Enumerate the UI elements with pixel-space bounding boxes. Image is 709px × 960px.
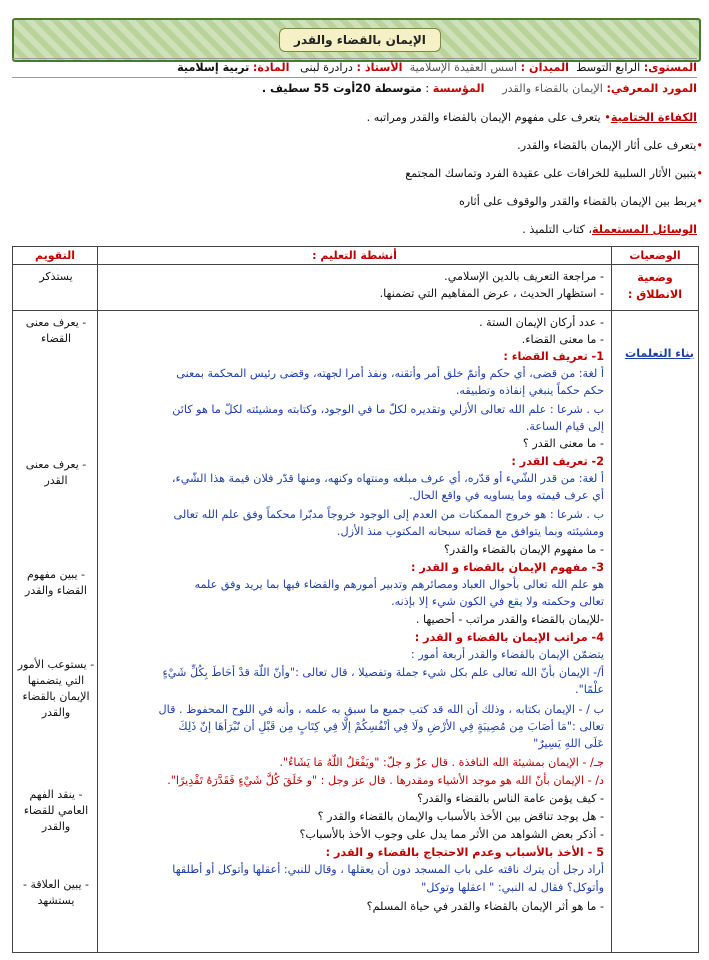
activity-line: - هل يوجد تناقض بين الأخذ بالأسباب والإيمان بالقضاء والقدر ؟ — [317, 810, 604, 823]
launch-eval: يستذكر — [39, 270, 73, 283]
activity-line: يتضمّن الإيمان بالقضاء والقدر أربعة أمور : — [410, 648, 604, 661]
activity-line: - كيف يؤمن عامة الناس بالقضاء والقدر؟ — [417, 792, 604, 805]
activity-line: - ما معنى القضاء. — [521, 333, 604, 346]
eval-item: - يعرف معنى القدر — [25, 458, 87, 487]
competence-row: •يربط بين الإيمان بالقضاء والقدر والوقوف على أثاره — [458, 195, 703, 208]
activity-line: تعالى :"مَا أصَابَ مِن مُصِيبَةٍ فِي الأرْضِ ولَا فِي أنْفُسِكُمْ إلَّا فِي كِتَابٍ مِن قَبْلِ أن نّبْرَأهَا إنّ ذَلِكَ — [178, 720, 604, 733]
activity-line: أراد رجل أن يترك ناقته على باب المسجد دون أن يعقلها ، وقال للنبي: أعقلها وأتوكل أو أطلقها — [172, 863, 604, 876]
page-title: الإيمان بالقضاء والقدر — [279, 28, 441, 52]
col-activities: أنشطة التعليم : — [312, 249, 397, 262]
activity-line: ب / - الإيمان بكتابه ، وذلك أن الله قد كتب جميع ما سبق به علمه ، وأنه في اللوح المحفوظ . قال — [158, 703, 604, 716]
teacher-label: الأستاذ : — [356, 61, 403, 74]
field-value: أسس العقيدة الإسلامية — [409, 61, 518, 74]
activity-line: هو علم الله تعالى بأحوال العباد ومصائرهم وتدبير أمورهم والقضاء فيها بما يريد وفق علمه — [194, 578, 604, 591]
resource-label: المورد المعرفي: — [606, 82, 697, 95]
materials-row: الوسائل المستعملة، كتاب التلميذ . — [522, 223, 697, 236]
resource-value: الإيمان بالقضاء والقدر — [502, 82, 603, 95]
title-banner — [12, 18, 701, 62]
school-label: المؤسسة — [432, 82, 485, 95]
activity-line: - ما مفهوم الإيمان بالقضاء والقدر؟ — [443, 543, 604, 556]
subject-label: المادة: — [252, 61, 290, 74]
launch-line: - مراجعة التعريف بالدين الإسلامي. — [444, 270, 604, 283]
section-heading: 2- تعريف القدر : — [511, 455, 604, 468]
eval-item: - يستوعب الأمور التي يتضمنها الإيمان بالقضاء والقدر — [17, 658, 95, 719]
competence-item: يربط بين الإيمان بالقضاء والقدر والوقوف على أثاره — [458, 195, 697, 208]
competence-row: •يتعرف على أثار الإيمان بالقضاء والقدر. — [517, 139, 703, 152]
activity-line: أ/- الإيمان بأنّ الله تعالى علم بكل شيء جملة وتفصيلا ، قال تعالى :"وأنّ اللّهَ قدْ أحَاطَ بِكُلِّ شَيْءٍ — [162, 666, 604, 679]
activity-line: د/ - الإيمان بأنّ الله هو موجد الأشياء ومقدرها . قال عز وجل : "و خَلَقَ كُلَّ شَيْءٍ فَقَدَّرَهُ تَقْدِيرًا". — [167, 774, 604, 787]
activity-line: أ لغة: من قضى، أي حكم وأتمّ خلق أمر وأتقنه، ونفذ أمرا لجهته، وقضى رئيس المحكمة بمعنى — [176, 367, 604, 380]
activity-line: - ما هو أثر الإيمان بالقضاء والقدر في حياة المسلم؟ — [366, 900, 604, 913]
activity-line: - أذكر بعض الشواهد من الأثر مما يدل على وجوب الأخذ بالأسباب؟ — [299, 828, 604, 841]
section-heading: 3- مفهوم الإيمان بالقضاء و القدر : — [410, 561, 604, 574]
eval-item: - يعرف معنى القضاء — [25, 316, 87, 345]
activity-line: إلى قيام الساعة. — [525, 420, 604, 433]
materials-label: الوسائل المستعملة — [592, 223, 697, 236]
activity-line: ب . شرعا : علم الله تعالى الأزلي وتقديره لكلّ ما في الوجود، وكتابته ومشيئته لكلّ ما هو كائن — [172, 403, 604, 416]
materials-value: كتاب التلميذ . — [522, 223, 585, 236]
competence-row: الكفاءة الختامية• يتعرف على مفهوم الإيمان بالقضاء والقدر ومراتبه . — [366, 111, 697, 124]
subject-value: تربية إسلامية — [177, 61, 250, 74]
activity-line: - ما معنى القدر ؟ — [522, 437, 604, 450]
activity-line: عَلَى اللهِ يَسِيرٌ" — [533, 737, 604, 750]
activity-line: حكم حكماً ينبغي إنفاذه وتطبيقه. — [455, 384, 604, 397]
launch-label: وضعية الانطلاق : — [627, 271, 683, 301]
teacher-value: درادرة لبنى — [300, 61, 353, 74]
activity-line: ب . شرعا : هو خروج الممكنات من العدم إلى الوجود خروجاً مدبّرا محكماً وفق علم الله تعالى — [173, 508, 604, 521]
col-evaluation: التقويم — [35, 249, 75, 262]
activity-line: -للإيمان بالقضاء والقدر مراتب - أحصيها . — [415, 613, 604, 626]
header-row-2: المورد المعرفي: الإيمان بالقضاء والقدر المؤسسة : متوسطة 20أوت 55 سطيف . — [261, 82, 697, 95]
field-label: الميدان : — [520, 61, 569, 74]
section-heading: 5 - الأخذ بالأسباب وعدم الاحتجاج بالقضاء و القدر : — [325, 846, 604, 859]
lesson-table — [12, 246, 699, 953]
activity-line: أي عرف قيمته وما يساويه في واقع الحال. — [409, 489, 604, 502]
build-label: بناء التعلمات — [624, 347, 694, 360]
col-situations: الوضعيات — [629, 249, 681, 262]
competence-item: يتعرف على مفهوم الإيمان بالقضاء والقدر ومراتبه . — [366, 111, 601, 124]
school-value: متوسطة 20أوت 55 سطيف . — [261, 82, 422, 95]
competence-item: يتعرف على أثار الإيمان بالقضاء والقدر. — [517, 139, 697, 152]
level-label: المستوى: — [643, 61, 697, 74]
activity-line: ومشيئته وبما يتوافق مع قضائه سبحانه المكتوب منذ الأزل. — [336, 525, 604, 538]
competence-row: •يتبين الأثار السلبية للخرافات على عقيدة الفرد وتماسك المجتمع — [405, 167, 703, 180]
activity-line: أ لغة: من قدر الشّيء أو قدّره، أي عرف مبلغه ومنتهاه وكنهه، ومنها قدّر فلان قيمة هذا الشّيء، — [171, 472, 604, 485]
activity-line: علْمًا". — [575, 683, 604, 696]
section-heading: 1- تعريف القضاء : — [503, 350, 604, 363]
competence-label: الكفاءة الختامية — [610, 111, 697, 124]
header-row-1 — [12, 58, 697, 78]
activity-line: جـ/ - الإيمان بمشيئة الله النافذة . قال عزّ و جلّ: "ويَفْعَلُ اللّهُ مَا يَشَاءُ". — [279, 756, 604, 769]
eval-item: - ينقد الفهم العامي للقضاء والقدر — [23, 788, 89, 833]
eval-item: - يبين مفهوم القضاء والقدر — [25, 568, 87, 597]
level-value: الرابع التوسط — [576, 61, 641, 74]
competence-item: يتبين الأثار السلبية للخرافات على عقيدة الفرد وتماسك المجتمع — [405, 167, 697, 180]
eval-item: - يبين العلاقة - يستشهد — [23, 878, 89, 907]
activity-line: - عدد أركان الإيمان الستة . — [479, 316, 604, 329]
activity-line: وأتوكل؟ فقال له النبي: " اعقلها وتوكل" — [421, 881, 604, 894]
activity-line: تعالى وحكمته ولا يقع في الكون شيء إلا بإذنه. — [391, 595, 604, 608]
section-heading: 4- مراتب الإيمان بالقضاء و القدر : — [414, 631, 604, 644]
launch-line: - استظهار الحديث ، عرض المفاهيم التي تضمنها. — [379, 287, 604, 300]
